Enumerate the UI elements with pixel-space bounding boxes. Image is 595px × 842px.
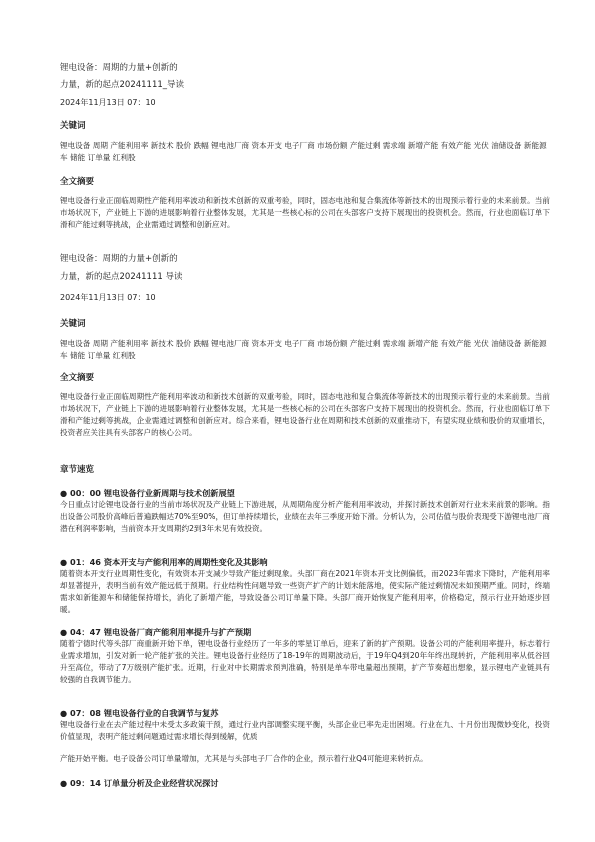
summary-heading: 全文摘要 (60, 177, 95, 187)
chapter-body: 今日重点讨论锂电设备行业的当前市场状况及产业链上下游进展，从周期角度分析产能利用率波动，并探讨新技术创新对行业未来前景的影响。指出设备公司股价高峰后普遍跌幅达70%至90%，但订单持续增长，业绩在去年三季度开始下滑。分析认为，公司估值与股价表现受下游锂电池厂商潜在利润率影响，当前资本开支周期约2到3年未见有效投资。 (60, 500, 550, 533)
chapter-title: ● 04：47 锂电设备厂商产能利用率提升与扩产预期 (60, 627, 252, 637)
doc-title-line-2-repeat: 力量，新的起点20241111 导读 (60, 272, 183, 282)
doc-title-line-1: 锂电设备：周期的力量+创新的 (60, 63, 178, 73)
keywords-heading: 关键词 (60, 121, 86, 131)
chapter-title: ● 00：00 锂电设备行业新周期与技术创新展望 (60, 488, 235, 498)
chapters-heading: 章节速览 (60, 465, 95, 475)
chapter-body: 锂电设备行业在去产能过程中未受太多政策干预，通过行业内部调整实现平衡，头部企业已率先走出困境。行业在九、十月份出现微妙变化，投资价值显现，表明产能过剩问题通过需求增长得到缓解，优质 (60, 720, 550, 741)
doc-title-line-2: 力量，新的起点20241111_导读 (60, 80, 185, 90)
summary-text: 锂电设备行业正面临周期性产能利用率波动和新技术创新的双重考验，同时，固态电池和复合集流体等新技术的出现预示着行业的未来前景。当前市场状况下，产业链上下游的进展影响着行业整体发展，尤其是一些核心标的公司在头部客户支持下展现出的投资机会。然而，行业也面临订单下滑和产能过剩等挑战，企业需通过调整和创新应对。 (60, 196, 550, 229)
summary-heading-repeat: 全文摘要 (60, 373, 95, 383)
keywords-text: 锂电设备 周期 产能利用率 新技术 股价 跌幅 锂电池厂商 资本开支 电子厂商 市场份额 产能过剩 需求端 新增产能 有效产能 光伏 油储设备 新能源车 储能 订单量 红利股 (60, 141, 547, 162)
chapter-title: ● 09：14 订单量分析及企业经营状况探讨 (60, 778, 219, 788)
chapter-title: ● 01：46 资本开支与产能利用率的周期性变化及其影响 (60, 557, 268, 567)
keywords-heading-repeat: 关键词 (60, 319, 86, 329)
chapter-title: ● 07：08 锂电设备行业的自我调节与复苏 (60, 708, 219, 718)
chapter-body-continuation: 产能开始平衡。电子设备公司订单量增加，尤其是与头部电子厂合作的企业，预示着行业Q4可能迎来转折点。 (60, 754, 428, 763)
doc-title-line-1-repeat: 锂电设备：周期的力量+创新的 (60, 254, 178, 264)
chapter-body: 随着资本开支行业周期性变化，有效资本开支减少导致产能过剩现象。头部厂商在2021年资本开支比例偏低，而2023年需求下降时，产能利用率却显著提升，表明当前有效产能远低于预期。行业结构性问题导致一些资产扩产的计划未能落地，使实际产能过剩情况未如预期严重。同时，终端需求如新能源车和储能保持增长，消化了新增产能，导致设备公司订单量下降。头部厂商开始恢复产能利用率，价格稳定，预示行业开始逐步回暖。 (60, 569, 550, 614)
chapter-body: 随着宁德时代等头部厂商重新开始下单，锂电设备行业经历了一年多的零星订单后，迎来了新的扩产预期。设备公司的产能利用率提升，标志着行业需求增加，引发对新一轮产能扩张的关注。锂电设备行业经历了18-19年的周期波动后，于19年Q4到20年年终出现转折，产能利用率从低谷回升至高位，带动了7万级别产能扩张。近期，行业对中长期需求预判准确，特别是单车带电量超出预期，扩产节奏超出想象，显示锂电产业链具有较强的自我调节能力。 (60, 639, 550, 684)
summary-text-repeat: 锂电设备行业正面临周期性产能利用率波动和新技术创新的双重考验，同时，固态电池和复合集流体等新技术的出现预示着行业的未来前景。当前市场状况下，产业链上下游的进展影响着行业整体发展，尤其是一些核心标的公司在头部客户支持下展现出的投资机会。然而，行业也面临订单下滑和产能过剩等挑战，企业需通过调整和创新应对。综合来看，锂电设备行业在周期和技术创新的双重推动下，有望实现业绩和股价的双重增长，投资者应关注具有头部客户的核心公司。 (60, 392, 550, 437)
doc-date: 2024年11月13日 07：10 (60, 98, 156, 107)
keywords-text-repeat: 锂电设备 周期 产能利用率 新技术 股价 跌幅 锂电池厂商 资本开支 电子厂商 市场份额 产能过剩 需求端 新增产能 有效产能 光伏 油储设备 新能源车 储能 订单量 红利股 (60, 339, 547, 360)
doc-date-repeat: 2024年11月13日 07：10 (60, 293, 156, 302)
